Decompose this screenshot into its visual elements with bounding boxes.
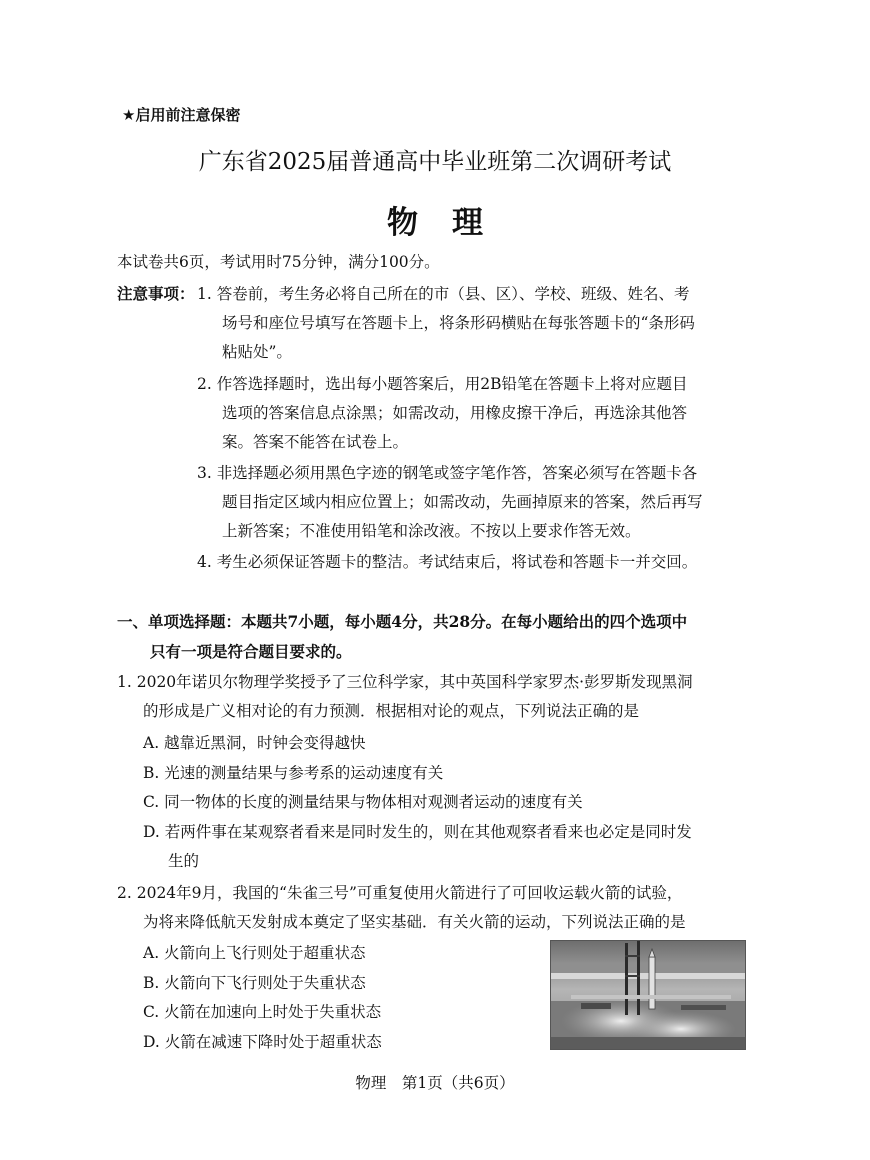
notice-2-line-1: 2. 作答选择题时，选出每小题答案后，用2B铅笔在答题卡上将对应题目 xyxy=(197,375,688,393)
q2-stem-line-1: 2. 2024年9月，我国的“朱雀三号”可重复使用火箭进行了可回收运载火箭的试验， xyxy=(117,884,683,902)
notice-3-line-3: 上新答案；不准使用铅笔和涂改液。不按以上要求作答无效。 xyxy=(222,522,641,540)
q1-option-c: C. 同一物体的长度的测量结果与物体相对观测者运动的速度有关 xyxy=(143,793,583,811)
notice-label: 注意事项： xyxy=(117,284,195,303)
subject-title: 物理 xyxy=(387,205,517,241)
notice-3-line-1: 3. 非选择题必须用黑色字迹的钢笔或签字笔作答，答案必须写在答题卡各 xyxy=(197,464,698,482)
notice-2-line-3: 案。答案不能答在试卷上。 xyxy=(222,433,409,451)
notice-3-line-2: 题目指定区域内相应位置上；如需改动，先画掉原来的答案，然后再写 xyxy=(222,493,703,511)
q2-option-c: C. 火箭在加速向上时处于失重状态 xyxy=(143,1003,382,1021)
exam-title: 广东省2025届普通高中毕业班第二次调研考试 xyxy=(198,149,672,175)
q2-option-b: B. 火箭向下飞行则处于失重状态 xyxy=(143,974,366,992)
notice-2-line-2: 选项的答案信息点涂黑；如需改动，用橡皮擦干净后，再选涂其他答 xyxy=(222,404,688,422)
rocket-launch-photo xyxy=(550,940,746,1050)
q2-stem-line-2: 为将来降低航天发射成本奠定了坚实基础．有关火箭的运动，下列说法正确的是 xyxy=(143,913,686,931)
q2-option-d: D. 火箭在减速下降时处于超重状态 xyxy=(143,1033,382,1051)
q2-option-a: A. 火箭向上飞行则处于超重状态 xyxy=(143,944,366,962)
q1-stem-line-1: 1. 2020年诺贝尔物理学奖授予了三位科学家，其中英国科学家罗杰·彭罗斯发现黑洞 xyxy=(117,673,693,691)
q1-option-b: B. 光速的测量结果与参考系的运动速度有关 xyxy=(143,764,444,782)
q1-stem-line-2: 的形成是广义相对论的有力预测．根据相对论的观点，下列说法正确的是 xyxy=(143,702,640,720)
exam-intro: 本试卷共6页，考试用时75分钟，满分100分。 xyxy=(117,253,440,271)
q1-option-d: D. 若两件事在某观察者看来是同时发生的，则在其他观察者看来也必定是同时发 xyxy=(143,823,692,841)
section-1-heading: 一、单项选择题：本题共7小题，每小题4分，共28分。在每小题给出的四个选项中 xyxy=(117,612,688,631)
notice-4-line-1: 4. 考生必须保证答题卡的整洁。考试结束后，将试卷和答题卡一并交回。 xyxy=(197,553,698,571)
section-1-heading-cont: 只有一项是符合题目要求的。 xyxy=(150,642,352,661)
notice-1-line-1: 1. 答卷前，考生务必将自己所在的市（县、区）、学校、班级、姓名、考 xyxy=(197,285,690,303)
page-footer: 物理 第1页（共6页） xyxy=(355,1074,515,1092)
notice-1-line-2: 场号和座位号填写在答题卡上，将条形码横贴在每张答题卡的“条形码 xyxy=(222,314,695,332)
q1-option-a: A. 越靠近黑洞，时钟会变得越快 xyxy=(143,734,366,752)
notice-1-line-3: 粘贴处”。 xyxy=(222,343,292,361)
confidential-note: ★启用前注意保密 xyxy=(122,106,241,124)
q1-option-d-cont: 生的 xyxy=(168,852,200,870)
